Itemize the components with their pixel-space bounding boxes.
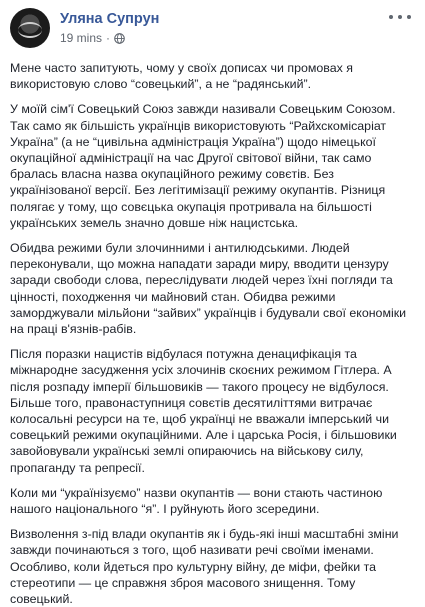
post-paragraph-6: Визволення з-під влади окупантів як і будь-які інші масштабні зміни завжди починаються з того, щоб називати речі своїми іменами. Особливо, коли йдеться про культурну війну, де міфи, фейки та стереотипи — це справжня зброя масового знищення. Тому совецький. (10, 527, 399, 607)
more-dot (398, 15, 402, 19)
post-body (10, 60, 415, 607)
post-paragraph-3: Обидва режими були злочинними і антилюдськими. Людей переконували, що можна нападати заради миру, вводити цензуру заради свободи слова, переслідувати людей через їхні погляди та цінності, походження чи майновий стан. Обидва режими заморджували мільйони “зайвих” українців і будували свої економіки на праці в'язнів-рабів. (10, 241, 407, 337)
post-paragraph-1: Мене часто запитують, чому у своїх дописах чи промовах я використовую слово “совецький”, а не “радянський”. (10, 61, 353, 92)
author-name[interactable]: Уляна Супрун (60, 11, 160, 27)
post-meta (60, 8, 159, 45)
post-paragraph-5: Коли ми “українізуємо” назви окупантів — вони стають частиною нашого національного “я”. І руйнують його зсередини. (10, 485, 383, 517)
more-dot (389, 15, 393, 19)
post-paragraph-4: Після поразки нацистів відбулася потужна денацифікація та міжнародне засудження усіх злочинів скоєних режимом Гітлера. А після розпаду імперії більшовиків — такого процесу не відбулося. Більше того, правонаступниця совєтів десятиліттями витрачає колосальні ресурси на те, щоб українці не вважали імперський чи совецький режими окупаційними. Але і царська Росія, і більшовики завойовували українські землі опираючись на військову силу, пропаганду та репресії. (10, 347, 397, 475)
post-paragraph-2: У моїй сім'ї Совецький Союз завжди називали Совецьким Союзом. Так само як більшість українців використовують “Райхскомісаріат Україна” (а не “цивільна адміністрація Україна”) щодо німецької окупаційної адміністрації на час Другої світової війни, так само бралась власна назва окупаційного режиму совєтів. Без українізованої версії. Без легітимізації режиму окупантів. Різниця полягає у тому, що совєцька окупація протривала на більшості українських земель значно довше ніж нацистська. (10, 102, 396, 230)
meta-separator: · (106, 31, 111, 45)
post-timestamp[interactable]: 19 mins (60, 31, 103, 45)
more-dot (407, 15, 411, 19)
more-options-icon[interactable] (389, 10, 411, 24)
post-time-row (60, 31, 159, 45)
globe-icon[interactable] (114, 33, 125, 44)
post-header (10, 8, 415, 56)
author-avatar[interactable] (10, 8, 50, 48)
